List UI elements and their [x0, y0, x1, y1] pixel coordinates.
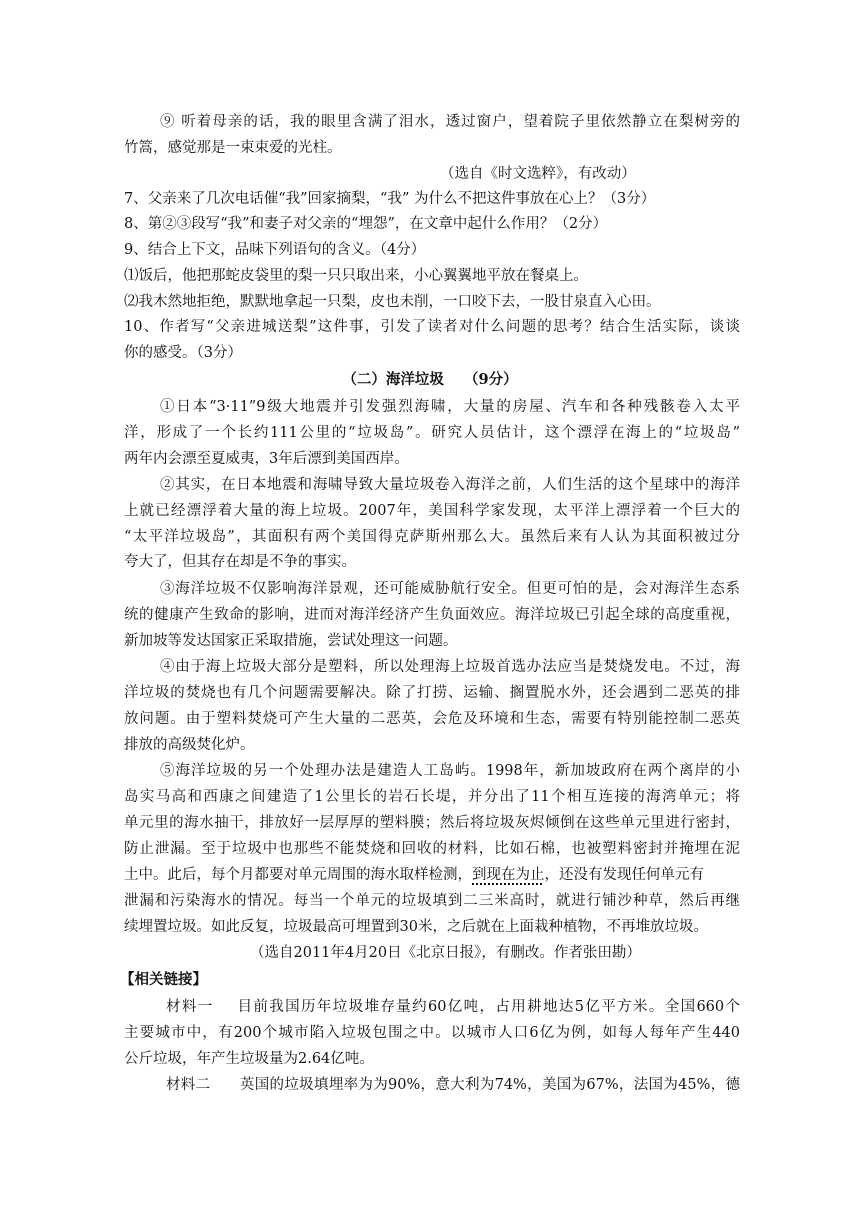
para-9-line-2: 竹篙，感觉那是一束束爱的光柱。 — [124, 140, 342, 156]
emphasized-phrase: 到现在为止 — [472, 867, 545, 883]
p5-line-2: 岛实马高和西康之间建造了1公里长的岩石长堤，并分出了11个相互连接的海湾单元；将 — [124, 789, 740, 805]
section-title: （二）海洋垃圾 （9分） — [342, 371, 518, 388]
p5-line-5 — [124, 865, 704, 887]
p2-line-1: ②其实，在日本地震和海啸导致大量垃圾卷入海洋之前，人们生活的这个星球中的海洋 — [160, 477, 740, 493]
p4-line-4: 排放的高级焚化炉。 — [124, 737, 255, 753]
question-9-item-1: ⑴饭后，他把那蛇皮袋里的梨一只只取出来，小心翼翼地平放在餐桌上。 — [124, 268, 588, 284]
material-1-line-3: 公斤垃圾，年产生垃圾量为2.64亿吨。 — [124, 1051, 374, 1067]
p3-line-3: 新加坡等发达国家正采取措施，尝试处理这一问题。 — [124, 633, 458, 649]
p5-line-6: 泄漏和污染海水的情况。每当一个单元的垃圾填到二三米高时，就进行铺沙种草，然后再继 — [124, 893, 740, 909]
related-links-heading: 【相关链接】 — [120, 971, 207, 988]
p2-line-3: “太平洋垃圾岛”，其面积有两个美国得克萨斯州那么大。虽然后来有人认为其面积被过分 — [124, 529, 740, 545]
p3-line-2: 统的健康产生致命的影响，进而对海洋经济产生负面效应。海洋垃圾已引起全球的高度重视， — [124, 607, 740, 623]
p5-line-1: ⑤海洋垃圾的另一个处理办法是建造人工岛屿。1998年，新加坡政府在两个离岸的小 — [160, 763, 740, 779]
p1-line-2: 洋，形成了一个长约111公里的“垃圾岛”。研究人员估计，这个漂浮在海上的“垃圾岛” — [124, 425, 740, 441]
question-7: 7、父亲来了几次电话催“我”回家摘梨，“我” 为什么不把这件事放在心上？（3分） — [124, 191, 656, 207]
p4-line-2: 洋垃圾的焚烧也有几个问题需要解决。除了打捞、运输、搁置脱水外，还会遇到二恶英的排 — [124, 685, 740, 701]
material-2-line-1: 材料二 英国的垃圾填埋率为为90%，意大利为74%，美国为67%，法国为45%，德 — [166, 1077, 740, 1093]
material-1-line-2: 主要城市中，有200个城市陷入垃圾包围之中。以城市人口6亿为例，如每人每年产生440 — [124, 1025, 740, 1041]
p1-line-1: ①日本“3·11”9级大地震并引发强烈海啸，大量的房屋、汽车和各种残骸卷入太平 — [160, 399, 740, 415]
question-9-item-2: ⑵我木然地拒绝，默默地拿起一只梨，皮也未削，一口咬下去，一股甘泉直入心田。 — [124, 294, 661, 310]
question-10-line-1: 10、作者写“父亲进城送梨”这件事，引发了读者对什么问题的思考？结合生活实际，谈谈 — [124, 319, 740, 335]
question-9: 9、结合上下文，品味下列语句的含义。（4分） — [124, 242, 426, 258]
para-9-line-1: ⑨ 听着母亲的话，我的眼里含满了泪水，透过窗户，望着院子里依然静立在梨树旁的 — [160, 114, 740, 130]
p3-line-1: ③海洋垃圾不仅影响海洋景观，还可能威胁航行安全。但更可怕的是，会对海洋生态系 — [160, 581, 740, 597]
article-source: （选自2011年4月20日《北京日报》，有删改。作者张田勘） — [250, 945, 641, 961]
p2-line-2: 上就已经漂浮着大量的海上垃圾。2007年，美国科学家发现，太平洋上漂浮着一个巨大的 — [124, 503, 740, 519]
question-10-line-2: 你的感受。（3分） — [124, 345, 242, 361]
p5-line-3: 单元里的海水抽干，排放好一层厚厚的塑料膜；然后将垃圾灰烬倾倒在这些单元里进行密封， — [124, 815, 740, 831]
p4-line-3: 放问题。由于塑料焚烧可产生大量的二恶英，会危及环境和生态，需要有特别能控制二恶英 — [124, 711, 740, 727]
p2-line-4: 夸大了，但其存在却是不争的事实。 — [124, 554, 356, 570]
material-1-line-1: 材料一 目前我国历年垃圾堆存量约60亿吨，占用耕地达5亿平方米。全国660个 — [166, 999, 740, 1015]
story-source: （选自《时文选粹》，有改动） — [440, 166, 636, 182]
p5-line-5-end: ，还没有发现任何单元有 — [544, 867, 704, 883]
p1-line-3: 两年内会漂至夏威夷，3年后漂到美国西岸。 — [124, 451, 409, 467]
p5-line-4: 防止泄漏。至于垃圾中也那些不能焚烧和回收的材料，比如石棉，也被塑料密封并掩埋在泥 — [124, 841, 740, 857]
p4-line-1: ④由于海上垃圾大部分是塑料，所以处理海上垃圾首选办法应当是焚烧发电。不过，海 — [160, 659, 740, 675]
p5-line-5-start: 土中。此后，每个月都要对单元周围的海水取样检测， — [124, 867, 472, 883]
question-8: 8、第②③段写“我”和妻子对父亲的“埋怨”，在文章中起什么作用？（2分） — [124, 216, 608, 232]
p5-line-7: 续埋置垃圾。如此反复，垃圾最高可埋置到30米，之后就在上面栽种植物，不再堆放垃圾。 — [124, 919, 708, 935]
